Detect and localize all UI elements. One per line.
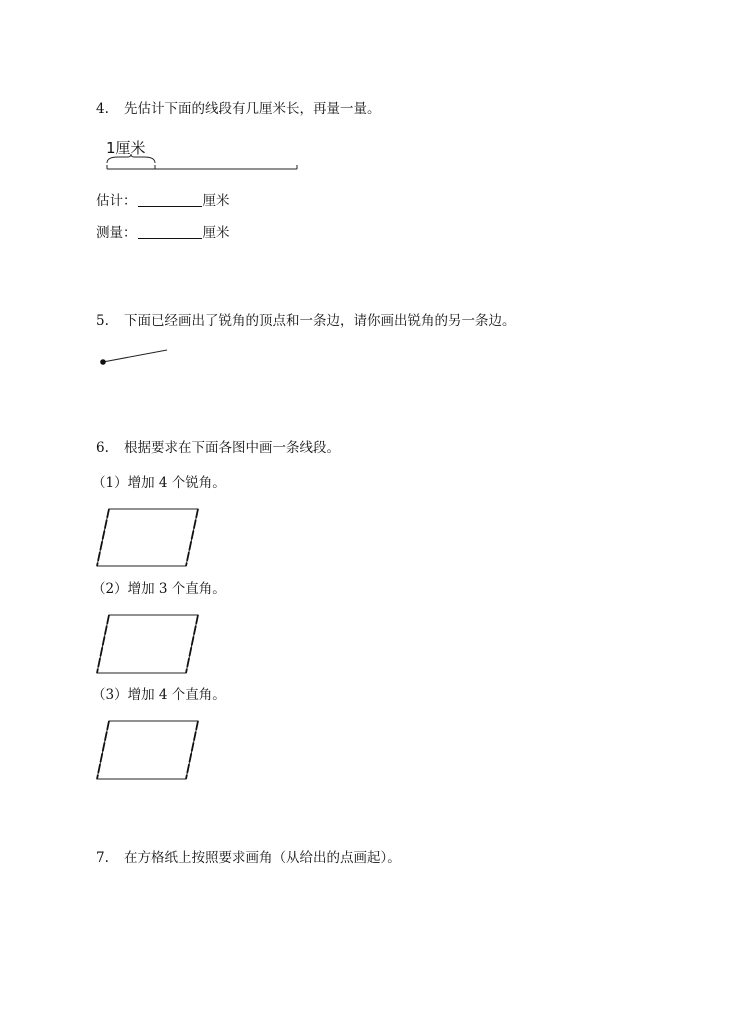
q7-text: 在方格纸上按照要求画角（从给出的点画起）。: [124, 850, 401, 866]
measure-unit: 厘米: [202, 225, 230, 241]
q4-text: 先估计下面的线段有几厘米长，再量一量。: [124, 101, 381, 117]
measure-label: 测量：: [96, 225, 137, 241]
q6-text: 根据要求在下面各图中画一条线段。: [124, 440, 340, 456]
q5-text: 下面已经画出了锐角的顶点和一条边，请你画出锐角的另一条边。: [124, 313, 516, 329]
q6-number: 6.: [96, 440, 109, 456]
ruler-label: 1厘米: [106, 139, 146, 157]
q6-sub3-label: （3）增加 4 个直角。: [92, 687, 226, 703]
q5-number: 5.: [96, 313, 109, 329]
q7-number: 7.: [96, 850, 109, 866]
estimate-unit: 厘米: [202, 193, 230, 209]
q6-sub2-label: （2）增加 3 个直角。: [92, 581, 226, 597]
q6-sub1-label: （1）增加 4 个锐角。: [92, 475, 226, 491]
q4-number: 4.: [96, 101, 109, 117]
estimate-label: 估计：: [96, 193, 137, 209]
